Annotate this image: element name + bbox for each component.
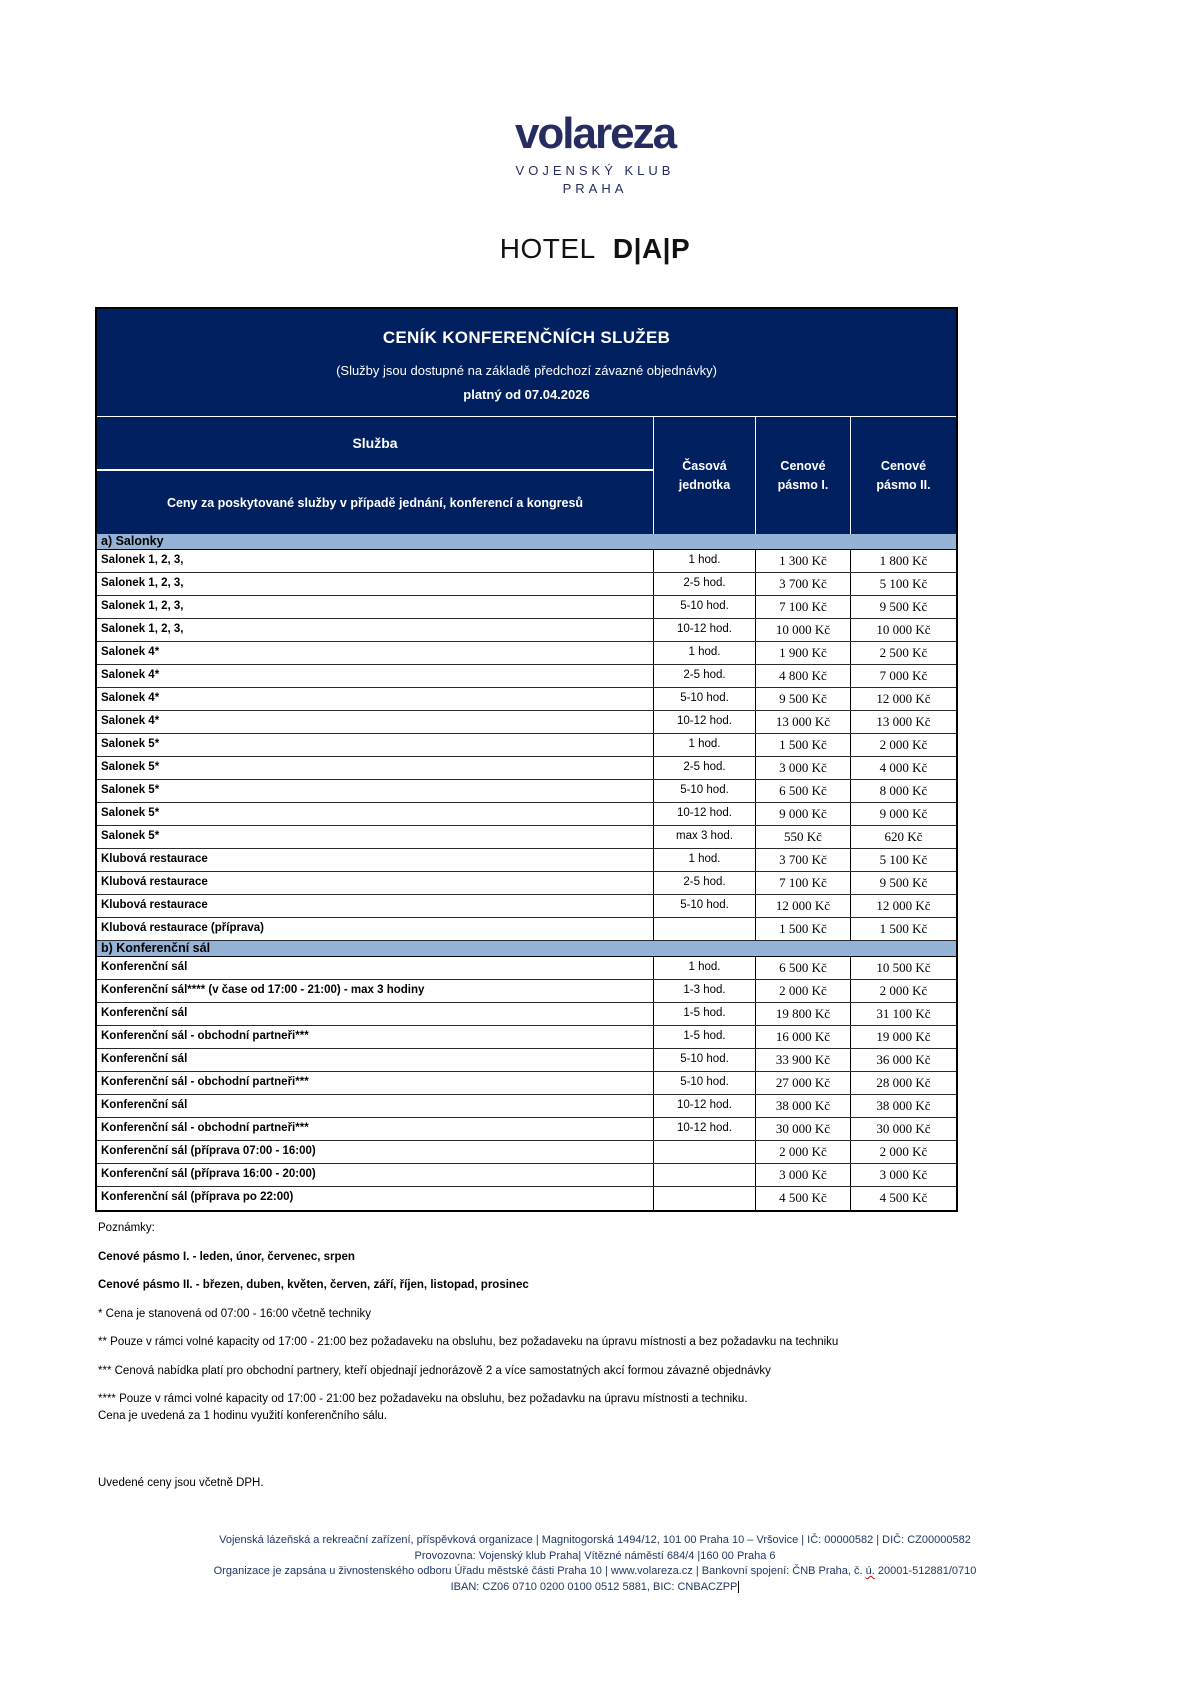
time-unit-cell: 10-12 hod.	[653, 1095, 755, 1117]
price-band2-cell: 2 500 Kč	[850, 642, 956, 664]
table-row	[97, 826, 956, 849]
column-header-service	[97, 417, 653, 534]
time-unit-cell: max 3 hod.	[653, 826, 755, 848]
volareza-logo	[0, 109, 1190, 196]
price-band2-cell: 9 500 Kč	[850, 872, 956, 894]
table-row	[97, 895, 956, 918]
time-unit-cell	[653, 918, 755, 940]
time-unit-cell: 10-12 hod.	[653, 803, 755, 825]
note-price-band2: Cenové pásmo II. - březen, duben, květen, červen, září, říjen, listopad, prosinec	[98, 1279, 529, 1291]
service-cell: Salonek 5*	[101, 784, 160, 796]
service-cell: Salonek 1, 2, 3,	[101, 623, 184, 635]
table-row	[97, 918, 956, 941]
price-band1-cell: 9 500 Kč	[755, 688, 850, 710]
time-unit-cell	[653, 1164, 755, 1186]
table-row	[97, 803, 956, 826]
footer-line-iban	[0, 1580, 1190, 1596]
price-band2-cell: 13 000 Kč	[850, 711, 956, 733]
service-cell: Konferenční sál - obchodní partneři***	[101, 1076, 309, 1088]
price-band2-cell: 4 500 Kč	[850, 1187, 956, 1210]
time-unit-cell: 1 hod.	[653, 849, 755, 871]
price-band2-cell: 10 500 Kč	[850, 957, 956, 979]
service-cell: Konferenční sál	[101, 1007, 188, 1019]
logo-subtitle-club: VOJENSKÝ KLUB	[515, 163, 675, 178]
note-asterisk4-line2: Cena je uvedená za 1 hodinu využití konferenčního sálu.	[98, 1410, 387, 1422]
price-band1-cell: 4 500 Kč	[755, 1187, 850, 1210]
column-header-price-band1: Cenové pásmo I.	[755, 417, 850, 534]
table-row	[97, 872, 956, 895]
hotel-title-name: D|A|P	[612, 233, 691, 264]
price-band2-cell: 19 000 Kč	[850, 1026, 956, 1048]
table-row	[97, 1095, 956, 1118]
price-band1-cell: 6 500 Kč	[755, 957, 850, 979]
time-unit-cell: 1 hod.	[653, 550, 755, 572]
time-unit-cell: 1 hod.	[653, 957, 755, 979]
time-unit-cell	[653, 1141, 755, 1163]
table-row	[97, 1164, 956, 1187]
table-body	[97, 534, 956, 1210]
time-unit-cell: 5-10 hod.	[653, 596, 755, 618]
price-band1-cell: 4 800 Kč	[755, 665, 850, 687]
time-unit-cell: 5-10 hod.	[653, 780, 755, 802]
note-asterisk3: *** Cenová nabídka platí pro obchodní partnery, kteří objednají jednorázově 2 a více samostatných akcí formou závazné objednávky	[98, 1364, 771, 1377]
price-band1-cell: 1 300 Kč	[755, 550, 850, 572]
price-band1-cell: 3 000 Kč	[755, 1164, 850, 1186]
time-unit-cell: 5-10 hod.	[653, 895, 755, 917]
table-row	[97, 734, 956, 757]
text-cursor	[738, 1581, 739, 1593]
table-title: CENÍK KONFERENČNÍCH SLUŽEB	[382, 328, 671, 347]
table-row	[97, 642, 956, 665]
service-cell: Klubová restaurace	[101, 853, 208, 865]
table-row	[97, 1026, 956, 1049]
table-row	[97, 596, 956, 619]
table-row	[97, 1187, 956, 1210]
logo-subtitle-city: PRAHA	[562, 181, 628, 196]
time-unit-cell: 10-12 hod.	[653, 619, 755, 641]
service-cell: Salonek 4*	[101, 715, 160, 727]
service-cell: Salonek 4*	[101, 646, 160, 658]
service-cell: Konferenční sál	[101, 961, 188, 973]
price-band1-cell: 6 500 Kč	[755, 780, 850, 802]
price-band1-cell: 3 000 Kč	[755, 757, 850, 779]
table-row	[97, 780, 956, 803]
price-band2-cell: 9 500 Kč	[850, 596, 956, 618]
price-band1-cell: 3 700 Kč	[755, 573, 850, 595]
price-band1-cell: 1 500 Kč	[755, 734, 850, 756]
service-cell: Klubová restaurace	[101, 876, 208, 888]
price-band1-cell: 19 800 Kč	[755, 1003, 850, 1025]
service-cell: Salonek 1, 2, 3,	[101, 577, 184, 589]
price-band2-cell: 2 000 Kč	[850, 734, 956, 756]
price-band2-cell: 5 100 Kč	[850, 849, 956, 871]
note-asterisk1: * Cena je stanovená od 07:00 - 16:00 včetně techniky	[98, 1307, 371, 1320]
price-band1-cell: 9 000 Kč	[755, 803, 850, 825]
service-cell: Salonek 4*	[101, 669, 160, 681]
column-header-time-unit: Časová jednotka	[653, 417, 755, 534]
price-band2-cell: 7 000 Kč	[850, 665, 956, 687]
price-band2-cell: 12 000 Kč	[850, 895, 956, 917]
price-band1-cell: 13 000 Kč	[755, 711, 850, 733]
notes-section	[98, 1221, 968, 1438]
price-table	[95, 307, 958, 1212]
price-band2-cell: 8 000 Kč	[850, 780, 956, 802]
price-band1-cell: 550 Kč	[755, 826, 850, 848]
service-cell: Salonek 5*	[101, 807, 160, 819]
service-cell: Konferenční sál (příprava 16:00 - 20:00)	[101, 1168, 316, 1180]
footer-iban-text: IBAN: CZ06 0710 0200 0100 0512 5881, BIC: CNBACZPP	[450, 1580, 738, 1593]
column-header-service-label: Služba	[97, 417, 653, 471]
logo-brand-text: volareza	[514, 109, 676, 158]
service-cell: Konferenční sál	[101, 1099, 188, 1111]
time-unit-cell: 10-12 hod.	[653, 711, 755, 733]
price-band1-cell: 7 100 Kč	[755, 872, 850, 894]
footer-line-registration	[0, 1564, 1190, 1580]
time-unit-cell: 1-5 hod.	[653, 1003, 755, 1025]
service-cell: Konferenční sál (příprava 07:00 - 16:00)	[101, 1145, 316, 1157]
time-unit-cell: 10-12 hod.	[653, 1118, 755, 1140]
price-band2-cell: 3 000 Kč	[850, 1164, 956, 1186]
note-asterisk4-line1: **** Pouze v rámci volné kapacity od 17:00 - 21:00 bez požadaveku na obsluhu, bez požadavku na úpravu místnosti a techniku.	[98, 1393, 748, 1405]
table-row	[97, 980, 956, 1003]
price-band1-cell: 3 700 Kč	[755, 849, 850, 871]
time-unit-cell: 1 hod.	[653, 642, 755, 664]
service-cell: Salonek 5*	[101, 761, 160, 773]
time-unit-cell: 2-5 hod.	[653, 757, 755, 779]
table-valid-from: platný od 07.04.2026	[463, 387, 590, 402]
price-band2-cell: 2 000 Kč	[850, 980, 956, 1002]
price-band2-cell: 31 100 Kč	[850, 1003, 956, 1025]
time-unit-cell: 2-5 hod.	[653, 872, 755, 894]
table-row	[97, 573, 956, 596]
table-row	[97, 688, 956, 711]
footer-line3-pre: Organizace je zapsána u živnostenského odboru Úřadu městské části Praha 10 | www.volareza.cz | Bankovní spojení: ČNB Praha, č.	[213, 1565, 866, 1577]
column-header-service-subcaption: Ceny za poskytované služby v případě jednání, konferencí a kongresů	[166, 495, 584, 510]
price-band1-cell: 2 000 Kč	[755, 1141, 850, 1163]
time-unit-cell: 2-5 hod.	[653, 665, 755, 687]
footer-spellcheck-mark: ú.	[865, 1565, 875, 1577]
hotel-title-prefix: HOTEL	[499, 233, 595, 264]
table-row	[97, 957, 956, 980]
price-band2-cell: 10 000 Kč	[850, 619, 956, 641]
price-band1-cell: 7 100 Kč	[755, 596, 850, 618]
column-header-price-band2: Cenové pásmo II.	[850, 417, 956, 534]
table-row	[97, 849, 956, 872]
price-band2-cell: 1 500 Kč	[850, 918, 956, 940]
footer-line-organization: Vojenská lázeňská a rekreační zařízení, příspěvková organizace | Magnitogorská 1494/12, 101 00 Praha 10 – Vršovice | IČ: 00000582 | DIČ: CZ00000582	[219, 1534, 971, 1546]
service-cell: Salonek 5*	[101, 830, 160, 842]
price-band1-cell: 16 000 Kč	[755, 1026, 850, 1048]
price-band1-cell: 12 000 Kč	[755, 895, 850, 917]
price-band2-cell: 5 100 Kč	[850, 573, 956, 595]
service-cell: Konferenční sál**** (v čase od 17:00 - 21:00) - max 3 hodiny	[101, 984, 425, 996]
footer-line-premises: Provozovna: Vojenský klub Praha| Vítězné náměstí 684/4 |160 00 Praha 6	[414, 1549, 776, 1562]
price-band1-cell: 10 000 Kč	[755, 619, 850, 641]
table-row	[97, 757, 956, 780]
price-band1-cell: 27 000 Kč	[755, 1072, 850, 1094]
price-band2-cell: 1 800 Kč	[850, 550, 956, 572]
service-cell: Klubová restaurace (příprava)	[101, 922, 264, 934]
table-row	[97, 550, 956, 573]
vat-note: Uvedené ceny jsou včetně DPH.	[98, 1477, 264, 1489]
service-cell: Salonek 5*	[101, 738, 160, 750]
service-cell: Salonek 1, 2, 3,	[101, 554, 184, 566]
table-row	[97, 665, 956, 688]
time-unit-cell: 5-10 hod.	[653, 688, 755, 710]
table-column-headers	[97, 417, 956, 534]
service-cell: Salonek 4*	[101, 692, 160, 704]
section-heading: b) Konferenční sál	[97, 941, 956, 957]
note-asterisk2: ** Pouze v rámci volné kapacity od 17:00 - 21:00 bez požadaveku na obsluhu, bez požadaveku na úpravu místnosti a bez požadavku na techniku	[98, 1336, 839, 1348]
price-band1-cell: 30 000 Kč	[755, 1118, 850, 1140]
table-row	[97, 711, 956, 734]
price-band1-cell: 33 900 Kč	[755, 1049, 850, 1071]
table-row	[97, 1118, 956, 1141]
service-cell: Konferenční sál - obchodní partneři***	[101, 1122, 309, 1134]
price-band2-cell: 36 000 Kč	[850, 1049, 956, 1071]
price-band1-cell: 38 000 Kč	[755, 1095, 850, 1117]
price-band2-cell: 620 Kč	[850, 826, 956, 848]
time-unit-cell: 2-5 hod.	[653, 573, 755, 595]
price-band2-cell: 9 000 Kč	[850, 803, 956, 825]
section-heading: a) Salonky	[97, 534, 956, 550]
hotel-title	[0, 233, 1190, 265]
footer-line3-post: 20001-512881/0710	[874, 1565, 977, 1577]
price-band2-cell: 30 000 Kč	[850, 1118, 956, 1140]
service-cell: Konferenční sál - obchodní partneři***	[101, 1030, 309, 1042]
table-row	[97, 1141, 956, 1164]
table-header-block	[97, 309, 956, 417]
table-row	[97, 1072, 956, 1095]
notes-heading: Poznámky:	[98, 1222, 155, 1234]
note-price-band1: Cenové pásmo I. - leden, únor, červenec, srpen	[98, 1250, 355, 1263]
price-band2-cell: 38 000 Kč	[850, 1095, 956, 1117]
service-cell: Salonek 1, 2, 3,	[101, 600, 184, 612]
price-band2-cell: 28 000 Kč	[850, 1072, 956, 1094]
price-band2-cell: 12 000 Kč	[850, 688, 956, 710]
price-band1-cell: 1 900 Kč	[755, 642, 850, 664]
table-subtitle: (Služby jsou dostupné na základě předchozí závazné objednávky)	[336, 363, 717, 378]
document-footer	[0, 1533, 1190, 1595]
price-band1-cell: 2 000 Kč	[755, 980, 850, 1002]
service-cell: Konferenční sál	[101, 1053, 188, 1065]
service-cell: Klubová restaurace	[101, 899, 208, 911]
time-unit-cell: 1-3 hod.	[653, 980, 755, 1002]
time-unit-cell: 5-10 hod.	[653, 1072, 755, 1094]
service-cell: Konferenční sál (příprava po 22:00)	[101, 1191, 294, 1203]
time-unit-cell: 1-5 hod.	[653, 1026, 755, 1048]
time-unit-cell: 5-10 hod.	[653, 1049, 755, 1071]
price-band2-cell: 4 000 Kč	[850, 757, 956, 779]
table-row	[97, 619, 956, 642]
table-row	[97, 1003, 956, 1026]
time-unit-cell	[653, 1187, 755, 1210]
time-unit-cell: 1 hod.	[653, 734, 755, 756]
price-band2-cell: 2 000 Kč	[850, 1141, 956, 1163]
table-row	[97, 1049, 956, 1072]
price-band1-cell: 1 500 Kč	[755, 918, 850, 940]
